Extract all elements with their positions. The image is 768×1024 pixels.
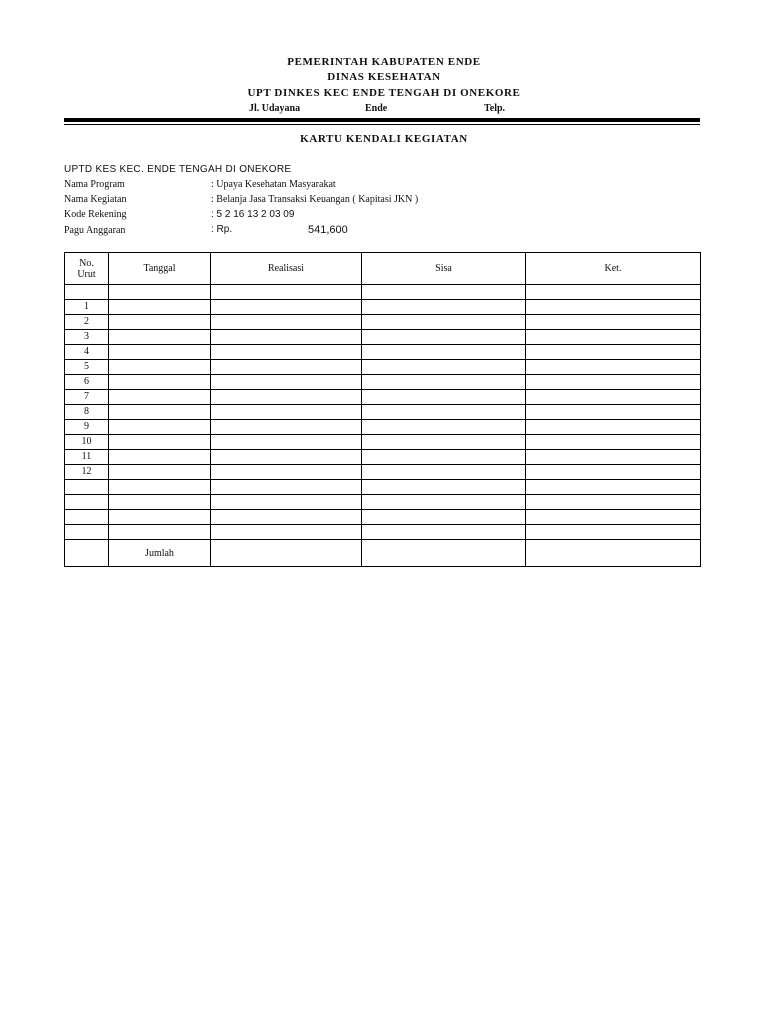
- table-row: [65, 405, 701, 420]
- row-number-cell: 6: [65, 375, 109, 390]
- row-number-cell: 5: [65, 360, 109, 375]
- organization-name: UPTD KES KEC. ENDE TENGAH DI ONEKORE: [64, 164, 292, 175]
- realisasi-cell: [211, 315, 362, 330]
- header-government: PEMERINTAH KABUPATEN ENDE: [287, 56, 481, 68]
- value-budget-currency: : Rp.: [211, 224, 233, 235]
- row-number-cell: [65, 480, 109, 495]
- ket-cell: [526, 525, 701, 540]
- table-row: [65, 300, 701, 315]
- label-program: Nama Program: [64, 179, 125, 190]
- table-header-row: [65, 253, 701, 285]
- tanggal-cell: [109, 420, 211, 435]
- row-number-cell: 7: [65, 390, 109, 405]
- ket-cell: [526, 480, 701, 495]
- sisa-cell: [362, 465, 526, 480]
- sisa-cell: [362, 390, 526, 405]
- realisasi-cell: [211, 285, 362, 300]
- row-number-cell: [65, 525, 109, 540]
- table-row: [65, 375, 701, 390]
- realisasi-cell: [211, 450, 362, 465]
- tanggal-cell: [109, 465, 211, 480]
- realisasi-cell: [211, 360, 362, 375]
- tanggal-cell: [109, 390, 211, 405]
- table-row: [65, 330, 701, 345]
- realisasi-cell: [211, 510, 362, 525]
- realisasi-cell: [211, 420, 362, 435]
- ket-cell: [526, 345, 701, 360]
- label-account-code: Kode Rekening: [64, 209, 127, 220]
- ket-cell: [526, 435, 701, 450]
- tanggal-cell: [109, 360, 211, 375]
- row-number-cell: 2: [65, 315, 109, 330]
- sisa-cell: [362, 510, 526, 525]
- ket-cell: [526, 285, 701, 300]
- header-rule-thin: [64, 124, 700, 125]
- row-number-cell: [65, 510, 109, 525]
- realisasi-cell: [211, 405, 362, 420]
- col-header-ket: Ket.: [526, 253, 701, 285]
- sisa-cell: [362, 300, 526, 315]
- ket-cell: [526, 300, 701, 315]
- table-row: [65, 435, 701, 450]
- value-account-code: : 5 2 16 13 2 03 09: [211, 209, 295, 220]
- footer-cell: [211, 540, 362, 567]
- realisasi-cell: [211, 465, 362, 480]
- realisasi-cell: [211, 345, 362, 360]
- row-number-cell: 1: [65, 300, 109, 315]
- tanggal-cell: [109, 525, 211, 540]
- ket-cell: [526, 405, 701, 420]
- table-row: [65, 510, 701, 525]
- ket-cell: [526, 330, 701, 345]
- ket-cell: [526, 465, 701, 480]
- sisa-cell: [362, 420, 526, 435]
- value-program: : Upaya Kesehatan Masyarakat: [211, 179, 336, 190]
- tanggal-cell: [109, 285, 211, 300]
- realisasi-cell: [211, 375, 362, 390]
- realisasi-cell: [211, 300, 362, 315]
- value-budget-amount: 541,600: [308, 224, 348, 236]
- row-number-cell: 12: [65, 465, 109, 480]
- table-row: [65, 465, 701, 480]
- document-title: KARTU KENDALI KEGIATAN: [300, 133, 468, 145]
- table-row: [65, 360, 701, 375]
- address-street: Jl. Udayana: [249, 103, 301, 114]
- table-row: [65, 495, 701, 510]
- value-activity: : Belanja Jasa Transaksi Keuangan ( Kapitasi JKN ): [211, 194, 419, 205]
- realisasi-cell: [211, 435, 362, 450]
- realisasi-cell: [211, 330, 362, 345]
- ket-cell: [526, 495, 701, 510]
- ket-cell: [526, 510, 701, 525]
- ket-cell: [526, 315, 701, 330]
- header-unit: UPT DINKES KEC ENDE TENGAH DI ONEKORE: [247, 87, 521, 99]
- tanggal-cell: [109, 405, 211, 420]
- table-row: [65, 525, 701, 540]
- ket-cell: [526, 375, 701, 390]
- footer-cell: [65, 540, 109, 567]
- col-header-no: No. Urut: [65, 253, 109, 285]
- row-number-cell: [65, 285, 109, 300]
- tanggal-cell: [109, 300, 211, 315]
- col-header-realisasi: Realisasi: [211, 253, 362, 285]
- footer-cell: [526, 540, 701, 567]
- table-row: [65, 420, 701, 435]
- table-row: [65, 480, 701, 495]
- realisasi-cell: [211, 390, 362, 405]
- tanggal-cell: [109, 330, 211, 345]
- table-footer-row: [65, 540, 701, 567]
- tanggal-cell: [109, 435, 211, 450]
- address-phone: Telp.: [484, 103, 506, 114]
- control-card-table: [64, 252, 701, 567]
- tanggal-cell: [109, 480, 211, 495]
- ket-cell: [526, 450, 701, 465]
- sisa-cell: [362, 345, 526, 360]
- ket-cell: [526, 420, 701, 435]
- jumlah-label: Jumlah: [109, 540, 211, 567]
- tanggal-cell: [109, 345, 211, 360]
- header-department: DINAS KESEHATAN: [327, 71, 441, 83]
- col-header-tanggal: Tanggal: [109, 253, 211, 285]
- col-header-sisa: Sisa: [362, 253, 526, 285]
- sisa-cell: [362, 480, 526, 495]
- sisa-cell: [362, 450, 526, 465]
- tanggal-cell: [109, 450, 211, 465]
- sisa-cell: [362, 495, 526, 510]
- sisa-cell: [362, 285, 526, 300]
- address-city: Ende: [365, 103, 388, 114]
- row-number-cell: 9: [65, 420, 109, 435]
- ket-cell: [526, 390, 701, 405]
- table-row: [65, 390, 701, 405]
- row-number-cell: 8: [65, 405, 109, 420]
- tanggal-cell: [109, 510, 211, 525]
- sisa-cell: [362, 330, 526, 345]
- tanggal-cell: [109, 315, 211, 330]
- sisa-cell: [362, 375, 526, 390]
- row-number-cell: 10: [65, 435, 109, 450]
- table-row: [65, 285, 701, 300]
- header-rule-thick: [64, 118, 700, 122]
- sisa-cell: [362, 360, 526, 375]
- row-number-cell: 4: [65, 345, 109, 360]
- sisa-cell: [362, 525, 526, 540]
- row-number-cell: 3: [65, 330, 109, 345]
- label-activity: Nama Kegiatan: [64, 194, 127, 205]
- realisasi-cell: [211, 480, 362, 495]
- row-number-cell: [65, 495, 109, 510]
- table-row: [65, 315, 701, 330]
- table-row: [65, 345, 701, 360]
- sisa-cell: [362, 405, 526, 420]
- ket-cell: [526, 360, 701, 375]
- table-row: [65, 450, 701, 465]
- label-budget: Pagu Anggaran: [64, 225, 126, 236]
- tanggal-cell: [109, 495, 211, 510]
- sisa-cell: [362, 435, 526, 450]
- realisasi-cell: [211, 495, 362, 510]
- tanggal-cell: [109, 375, 211, 390]
- footer-cell: [362, 540, 526, 567]
- sisa-cell: [362, 315, 526, 330]
- row-number-cell: 11: [65, 450, 109, 465]
- realisasi-cell: [211, 525, 362, 540]
